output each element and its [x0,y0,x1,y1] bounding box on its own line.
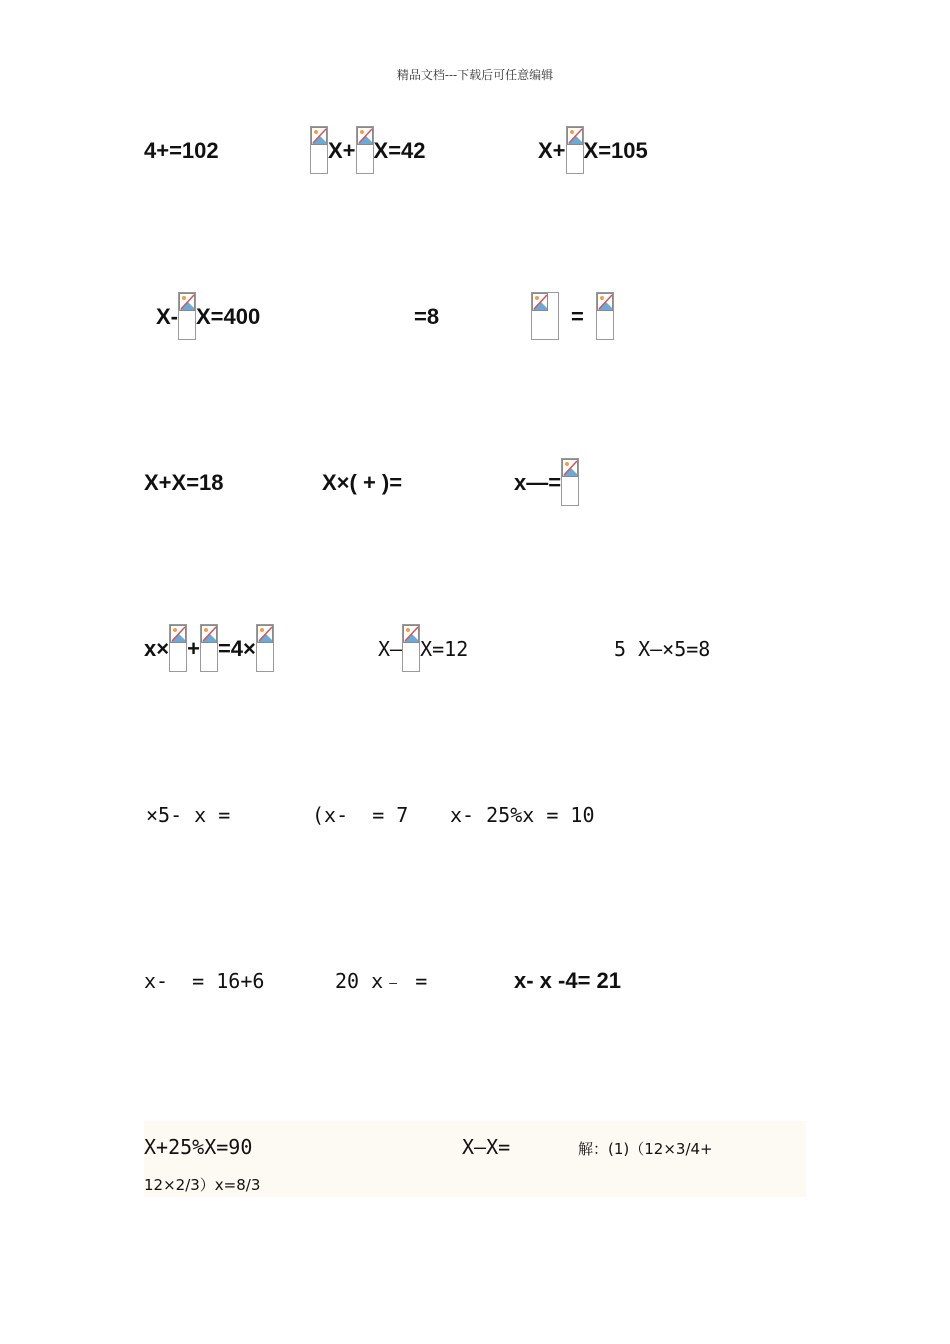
equation-8 [322,470,402,496]
equation-14-text: (x- = 7 [312,803,409,827]
solution-text-1: 解：(1)（12×3/4+ [578,1140,713,1158]
solution-line-2 [144,1174,260,1195]
equation-3 [538,138,648,174]
broken-image-icon [596,292,614,340]
equation-13-text: ×5- x = [146,803,231,827]
equation-11-part-1: X— [378,637,403,661]
equation-19-text: X+25%X=90 [144,1135,253,1159]
equation-10-part-2: + [187,636,200,661]
equation-9 [514,470,579,506]
equation-10-part-3: =4× [217,636,256,661]
equation-5-text: =8 [414,304,440,329]
equation-19 [144,1134,252,1160]
equation-13 [146,802,230,828]
equation-2-part-2: X=42 [373,138,426,163]
equation-15 [450,802,595,828]
equation-6-text: = [571,304,584,329]
broken-image-icon [256,624,274,672]
broken-image-icon [200,624,218,672]
equation-1 [144,138,219,164]
broken-image-icon [356,126,374,174]
broken-image-icon [178,292,196,340]
broken-image-icon [169,624,187,672]
equation-20 [462,1134,510,1160]
solution-text-2: 12×2/3）x=8/3 [144,1176,261,1194]
equation-12-text: 5 X—×5=8 [614,637,711,661]
equation-12 [614,636,710,662]
equation-9-text: x—= [514,470,562,495]
equation-18 [514,968,621,994]
equation-17 [335,968,427,994]
equation-3-part-2: X=105 [583,138,648,163]
equation-8-text: X×( + )= [322,470,403,495]
equation-15-text: x- 25%x = 10 [450,803,595,827]
equation-16 [144,968,264,994]
equation-3-part-1: X+ [538,138,566,163]
solution-line-1 [578,1138,713,1159]
equation-7-text: X+X=18 [144,470,224,495]
equation-18-text: x- x -4= 21 [514,968,622,993]
equation-4-part-1: X- [156,304,178,329]
equation-11-part-2: X=12 [420,637,469,661]
equation-4-part-2: X=400 [196,304,261,329]
broken-image-icon [310,126,328,174]
equation-14 [312,802,408,828]
broken-image-icon [561,458,579,506]
equation-4 [156,304,260,340]
equation-6 [531,304,614,340]
equation-20-text: X—X= [462,1135,511,1159]
equation-11 [378,636,468,672]
page-header: 精品文档---下载后可任意编辑 [396,68,554,82]
equation-5 [414,304,439,330]
broken-image-icon [531,292,559,340]
equation-2-part-1: X+ [328,138,356,163]
broken-image-icon [566,126,584,174]
equation-2 [310,138,426,174]
equation-7 [144,470,224,496]
equation-10-part-1: x× [144,636,170,661]
equation-17-text: 20 x﹣ = [335,969,428,993]
broken-image-icon [402,624,420,672]
equation-10 [144,636,274,672]
equation-1-text: 4+=102 [144,138,219,163]
equation-16-text: x- = 16+6 [144,969,265,993]
